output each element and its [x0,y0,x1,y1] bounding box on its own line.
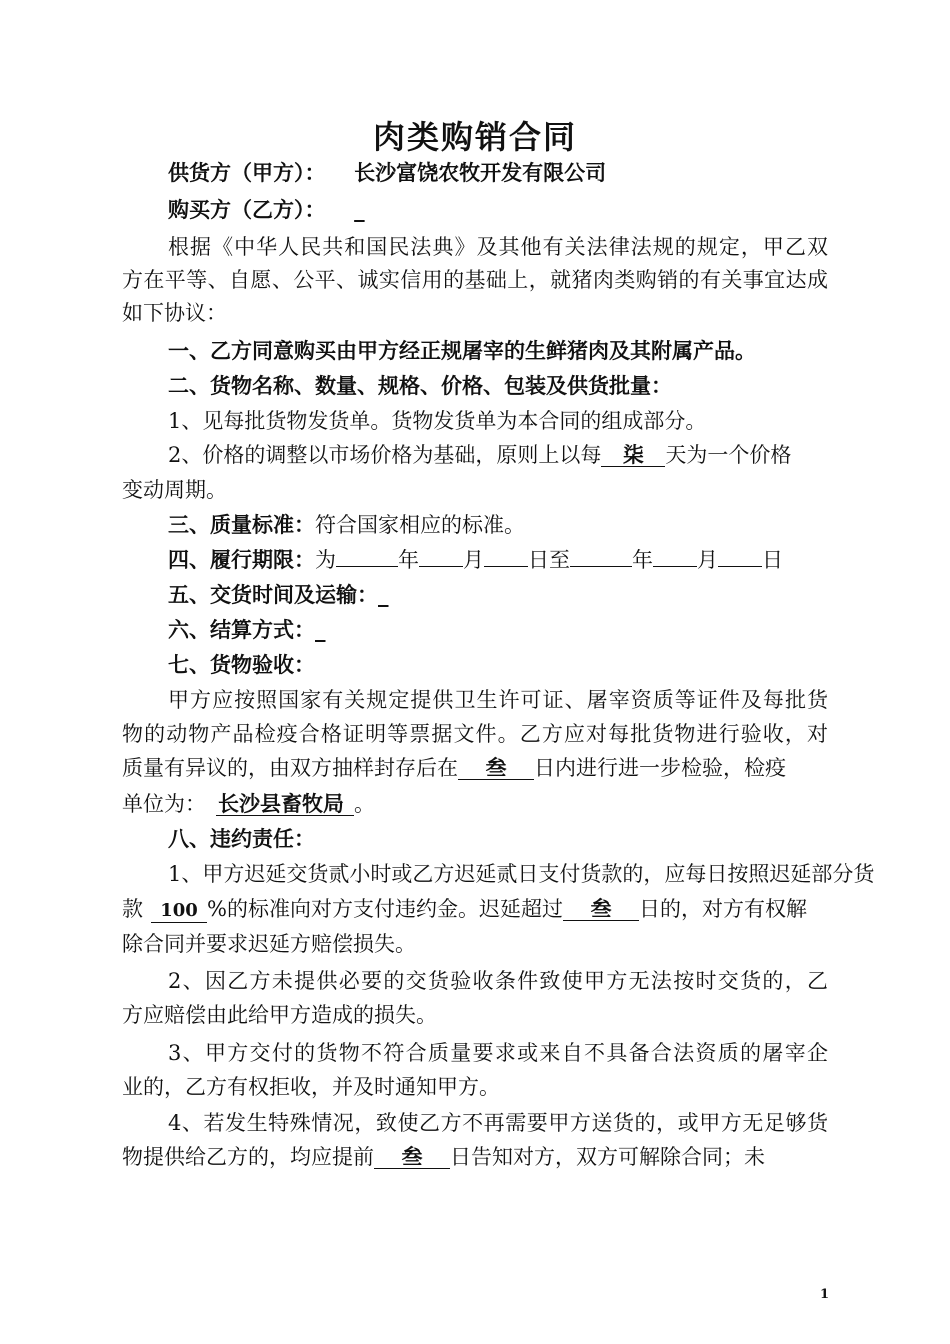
section-8-item-3-line-2: 业的，乙方有权拒收，并及时通知甲方。 [122,1075,500,1099]
section-7-heading: 七、货物验收： [168,652,315,677]
inspection-unit-end: 。 [354,792,375,816]
section-7-line-1: 甲方应按照国家有关规定提供卫生许可证、屠宰资质等证件及每批货 [168,688,828,712]
section-8-item-2-line-1: 2、因乙方未提供必要的交货验收条件致使甲方无法按时交货的，乙 [168,969,828,993]
start-day-blank[interactable] [484,548,528,567]
section-2-item-2 [168,439,791,469]
inspection-text-b: 日内进行进一步检验，检疫 [534,756,786,780]
supplier-name: 长沙富饶农牧开发有限公司 [354,160,607,185]
intro-line-2: 方在平等、自愿、公平、诚实信用的基础上，就猪肉类购销的有关事宜达成 [122,268,828,292]
document-title: 肉类购销合同 [372,118,577,156]
inspection-days: 叁 [458,757,534,780]
penalty-percent: 100 [151,900,207,923]
section-7-line-4 [122,788,375,818]
section-6-heading: 六、结算方式： [168,617,315,642]
intro-line-3: 如下协议： [122,301,227,325]
section-7-line-3 [122,752,786,782]
section-8-item-4-line-1: 4、若发生特殊情况，致使乙方不再需要甲方送货的，或甲方无足够货 [168,1111,828,1135]
start-month-blank[interactable] [419,548,463,567]
price-text-b: 天为一个价格 [665,443,792,467]
term-wei: 为 [315,548,336,572]
buyer-line [168,194,365,224]
section-2-item-2-cont: 变动周期。 [122,478,227,502]
section-6-value: _ [315,617,326,642]
end-month-blank[interactable] [653,548,697,567]
start-year-blank[interactable] [336,548,398,567]
notice-days: 叁 [374,1146,450,1169]
section-8-item-1-line-2 [122,893,807,923]
penalty-text-a: 款 [122,897,143,921]
section-7-line-2: 物的动物产品检疫合格证明等票据文件。乙方应对每批货物进行验收，对 [122,722,828,746]
section-8-item-1-line-1: 1、甲方迟延交货贰小时或乙方迟延贰日支付货款的，应每日按照迟延部分货 [168,862,875,886]
section-8-item-4-line-2 [122,1141,765,1171]
section-3-text: 符合国家相应的标准。 [315,513,525,537]
section-5 [168,579,389,609]
section-8-item-2-line-2: 方应赔偿由此给甲方造成的损失。 [122,1003,437,1027]
section-2-heading: 二、货物名称、数量、规格、价格、包装及供货批量： [168,373,672,398]
section-1: 一、乙方同意购买由甲方经正规屠宰的生鲜猪肉及其附属产品。 [168,338,756,363]
price-cycle-days: 柒 [601,444,665,467]
inspection-text-a: 质量有异议的，由双方抽样封存后在 [122,756,458,780]
inspection-unit: 长沙县畜牧局 [216,793,354,816]
notice-text-a: 物提供给乙方的，均应提前 [122,1145,374,1169]
term-month-2: 月 [697,548,718,572]
penalty-text-b: %的标准向对方支付违约金。迟延超过 [207,897,563,921]
penalty-text-c: 日的，对方有权解 [638,897,807,921]
term-year-2: 年 [632,548,653,572]
section-3-heading: 三、质量标准： [168,512,315,537]
buyer-label: 购买方（乙方）： [168,197,326,222]
price-text-a: 2、价格的调整以市场价格为基础，原则上以每 [168,443,602,467]
term-day-2: 日 [762,548,783,572]
section-5-heading: 五、交货时间及运输： [168,582,378,607]
delay-days: 叁 [563,898,639,921]
section-4-heading: 四、履行期限： [168,547,315,572]
intro-line-1: 根据《中华人民共和国民法典》及其他有关法律法规的规定，甲乙双 [168,235,828,259]
section-2-item-1: 1、见每批货物发货单。货物发货单为本合同的组成部分。 [168,409,707,433]
supplier-line [168,157,606,187]
notice-text-b: 日告知对方，双方可解除合同；未 [450,1145,765,1169]
section-4 [168,544,783,574]
inspection-unit-label: 单位为： [122,792,206,816]
section-8-item-1-line-3: 除合同并要求迟延方赔偿损失。 [122,932,416,956]
term-day-to: 日至 [528,548,570,572]
term-year: 年 [398,548,419,572]
term-month: 月 [463,548,484,572]
buyer-name: _ [354,197,365,222]
section-6 [168,614,326,644]
end-day-blank[interactable] [718,548,762,567]
page-number: 1 [820,1287,830,1302]
supplier-label: 供货方（甲方）： [168,160,326,185]
section-5-value: _ [378,582,389,607]
section-3 [168,509,525,539]
section-8-heading: 八、违约责任： [168,826,315,851]
end-year-blank[interactable] [570,548,632,567]
section-8-item-3-line-1: 3、甲方交付的货物不符合质量要求或来自不具备合法资质的屠宰企 [168,1041,828,1065]
